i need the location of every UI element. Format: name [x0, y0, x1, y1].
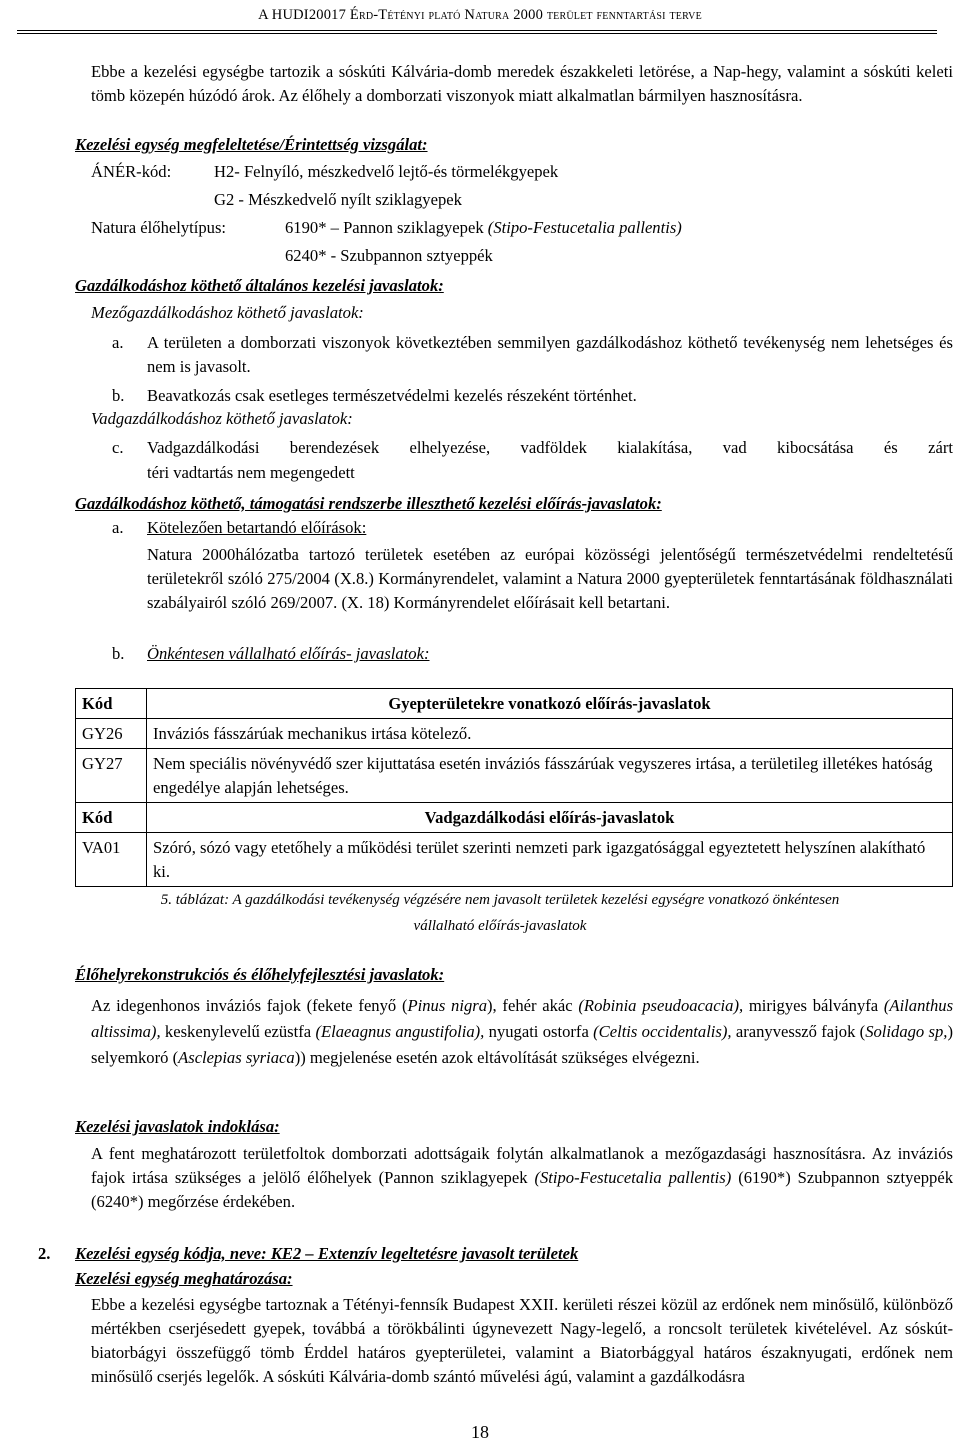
table-cell-text: Inváziós fásszárúak mechanikus irtása kötelező. — [147, 719, 953, 749]
aner-code-2: G2 - Mészkedvelő nyílt sziklagyepek — [214, 190, 462, 209]
list-marker: b. — [112, 386, 125, 405]
table-cell-code: GY27 — [76, 749, 147, 803]
mandatory-title: Kötelezően betartandó előírások: — [147, 518, 367, 537]
intro-paragraph: Ebbe a kezelési egységbe tartozik a sóskúti Kálvária-domb meredek északkeleti letörése, a Nap-hegy, valamint a sóskúti keleti tömb közepén húzódó árok. Az élőhely a domborzati viszonyok miatt alkalmatlan bármilyen hasznosításra. — [91, 62, 953, 105]
header-rule — [17, 30, 937, 31]
table-header-row — [76, 689, 953, 719]
natura-habitat-1: 6190* – Pannon sziklagyepek (Stipo-Festucetalia pallentis) — [285, 218, 682, 237]
definition-paragraph: Ebbe a kezelési egységbe tartoznak a Tétényi-fennsík Budapest XXII. kerületi részei közül az erdőnek nem minősülő, különböző mértékben cserjésedett gyepek, továbbá a törökbálinti úgynevezett Nagy-legelő, a roncsolt területek kivételével. Az sóskút-biatorbágyi összefüggő tömb Érddel határos gyepterületei, valamint a Biatorbággyal határos északnyugati, erdőnek nem minősülő cserjés legelők. A sóskúti Kálvária-domb szántó művelési ágú, valamint a gazdálkodásra — [91, 1295, 953, 1386]
subheading-game: Vadgazdálkodáshoz köthető javaslatok: — [91, 409, 353, 428]
list-marker: b. — [112, 644, 125, 663]
restoration-paragraph: Az idegenhonos inváziós fajok (fekete fenyő (Pinus nigra), fehér akác (Robinia pseudoacacia), mirigyes bálványfa (Ailanthus altissima), keskenylevelű ezüstfa (Elaeagnus angustifolia), nyugati ostorfa (Celtis occidentalis), aranyvessző fajok (Solidago sp,) selyemkoró (Asclepias syriaca)) megjelenése esetén azok eltávolítását szükséges elvégezni. — [91, 996, 954, 1067]
mandatory-text: Natura 2000hálózatba tartozó területek esetében az európai közösségi jelentőségű természetvédelmi rendeltetésű területekről szóló 275/2004 (X.8.) Kormányrendelet, valamint a Natura 2000 gyepterületek fenntartásának földhasználati szabályairól szóló 269/2007. (X. 18) Kormányrendelet előírásait kell betartani. — [147, 545, 953, 612]
list-item: A területen a domborzati viszonyok következtében semmilyen gazdálkodáshoz köthető tevékenység nem lehetséges és nem is javasolt. — [147, 333, 953, 376]
page-header: A HUDI20017 Érd-Tétényi plató Natura 2000 terület fenntartási terve — [258, 7, 702, 23]
table-cell-text: Szóró, sózó vagy etetőhely a működési terület szerinti nemzeti park igazgatósággal egyeztetett helyszínen alakítható ki. — [147, 833, 953, 887]
table-cell-text: Nem speciális növényvédő szer kijuttatása esetén inváziós fásszárúak vegyszeres irtása, a területileg illetékes hatóság engedélye alapján lehetséges. — [147, 749, 953, 803]
list-marker: a. — [112, 518, 124, 537]
table-header-title: Vadgazdálkodási előírás-javaslatok — [147, 803, 953, 833]
table-header-title: Gyepterületekre vonatkozó előírás-javaslatok — [147, 689, 953, 719]
table-header-code: Kód — [76, 803, 147, 833]
list-marker: a. — [112, 333, 124, 352]
justification-paragraph: A fent meghatározott területfoltok domborzati adottságaik folytán alkalmatlanok a mezőgazdasági hasznosításra. Az inváziós fajok irtása szükséges a jelölő élőhelyek (Pannon sziklagyepek (Stipo-Festucetalia pallentis) (6190*) Szubpannon sztyeppék (6240*) megőrzése érdekében. — [91, 1144, 954, 1211]
voluntary-title: Önkéntesen vállalható előírás- javaslatok: — [147, 644, 430, 663]
aner-code-1: H2- Felnyíló, mészkedvelő lejtő-és törmelékgyepek — [214, 162, 559, 181]
list-marker: c. — [112, 438, 124, 457]
table-row — [76, 719, 953, 749]
list-item: Beavatkozás csak esetleges természetvédelmi kezelés részeként történhet. — [147, 386, 637, 405]
table-cell-code: GY26 — [76, 719, 147, 749]
table-caption-line-1: 5. táblázat: A gazdálkodási tevékenység végzésére nem javasolt területek kezelési egységre vonatkozó önkéntesen — [160, 892, 840, 908]
section-heading-justification: Kezelési javaslatok indoklása: — [75, 1117, 280, 1136]
aner-label: ÁNÉR-kód: — [91, 162, 172, 181]
section-heading-restoration: Élőhelyrekonstrukciós és élőhelyfejlesztési javaslatok: — [75, 965, 445, 984]
table-row — [76, 749, 953, 803]
section-number: 2. — [38, 1244, 51, 1263]
table-header-code: Kód — [76, 689, 147, 719]
section-heading-compliance: Kezelési egység megfeleltetése/Érintettség vizsgálat: — [75, 135, 428, 154]
subheading-agriculture: Mezőgazdálkodáshoz köthető javaslatok: — [91, 303, 364, 322]
page-number: 18 — [471, 1422, 489, 1442]
table-cell-code: VA01 — [76, 833, 147, 887]
list-item: Vadgazdálkodási berendezések elhelyezése, vadföldek kialakítása, vad kibocsátása és zárt — [147, 438, 953, 457]
table-caption-line-2: vállalható előírás-javaslatok — [413, 918, 587, 934]
section-heading-general: Gazdálkodáshoz köthető általános kezelési javaslatok: — [75, 276, 444, 295]
section-heading-support: Gazdálkodáshoz köthető, támogatási rendszerbe illeszthető kezelési előírás-javaslatok: — [75, 494, 662, 513]
list-item-continuation: téri vadtartás nem megengedett — [147, 463, 355, 482]
header-rule-2 — [17, 33, 937, 34]
section-heading-ke2: Kezelési egység kódja, neve: KE2 – Extenzív legeltetésre javasolt területek — [75, 1244, 579, 1263]
proposals-table — [75, 688, 953, 887]
table-row — [76, 833, 953, 887]
natura-label: Natura élőhelytípus: — [91, 218, 227, 237]
table-header-row — [76, 803, 953, 833]
natura-habitat-2: 6240* - Szubpannon sztyeppék — [285, 246, 493, 265]
subheading-definition: Kezelési egység meghatározása: — [75, 1269, 293, 1288]
